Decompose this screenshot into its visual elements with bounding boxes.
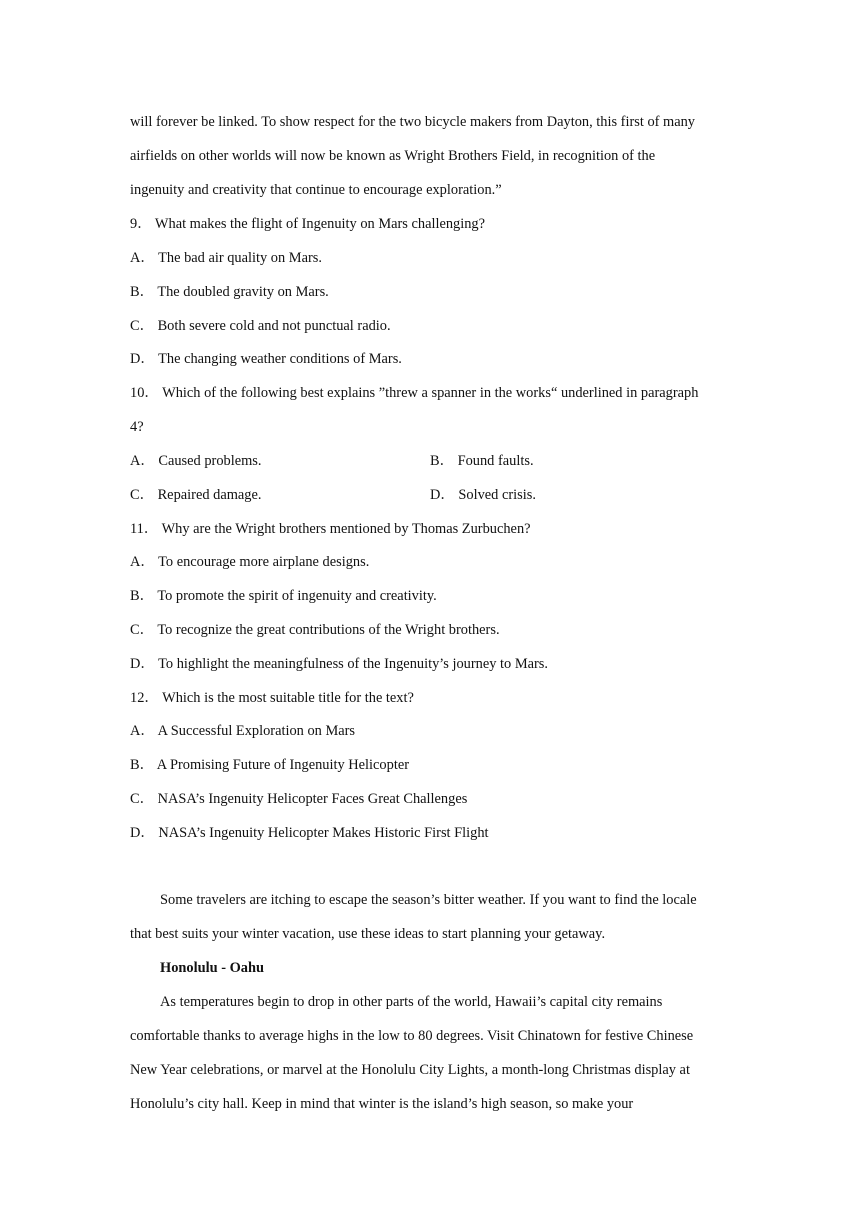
- question-10-stem: 10． Which of the following best explains ”threw a spanner in the works“ underlined in paragraph: [130, 385, 699, 401]
- passage-line: ingenuity and creativity that continue to encourage exploration.”: [130, 182, 502, 198]
- passage-b-body-line: Honolulu’s city hall. Keep in mind that winter is the island’s high season, so make your: [130, 1096, 634, 1112]
- question-10-option-d: D． Solved crisis.: [430, 487, 536, 503]
- question-12-option-c: C． NASA’s Ingenuity Helicopter Faces Great Challenges: [130, 791, 468, 807]
- question-10-option-c: C． Repaired damage.: [130, 487, 262, 503]
- question-9-option-b: B． The doubled gravity on Mars.: [130, 284, 329, 300]
- question-10-option-b: B． Found faults.: [430, 453, 534, 469]
- passage-b-body-line: New Year celebrations, or marvel at the Honolulu City Lights, a month-long Christmas display at: [130, 1062, 690, 1078]
- passage-b-body-line: As temperatures begin to drop in other parts of the world, Hawaii’s capital city remains: [160, 994, 663, 1010]
- question-12-option-b: B． A Promising Future of Ingenuity Helicopter: [130, 757, 409, 773]
- question-9-option-d: D． The changing weather conditions of Mars.: [130, 351, 402, 367]
- question-11-option-c: C． To recognize the great contributions of the Wright brothers.: [130, 622, 500, 638]
- question-9-stem: 9． What makes the flight of Ingenuity on Mars challenging?: [130, 216, 486, 232]
- question-10-option-a: A． Caused problems.: [130, 453, 262, 469]
- question-12-option-a: A． A Successful Exploration on Mars: [130, 723, 356, 739]
- question-11-option-d: D． To highlight the meaningfulness of the Ingenuity’s journey to Mars.: [130, 656, 548, 672]
- question-10-stem-cont: 4?: [130, 419, 144, 435]
- question-11-option-b: B． To promote the spirit of ingenuity and creativity.: [130, 588, 437, 604]
- question-9-option-a: A． The bad air quality on Mars.: [130, 250, 322, 266]
- question-12-option-d: D． NASA’s Ingenuity Helicopter Makes Historic First Flight: [130, 825, 489, 841]
- section-heading: Honolulu - Oahu: [160, 960, 264, 976]
- passage-line: will forever be linked. To show respect for the two bicycle makers from Dayton, this first of many: [130, 114, 696, 130]
- passage-b-intro-line: that best suits your winter vacation, use these ideas to start planning your getaway.: [130, 926, 606, 942]
- passage-b-intro-line: Some travelers are itching to escape the season’s bitter weather. If you want to find the locale: [160, 892, 697, 908]
- passage-line: airfields on other worlds will now be known as Wright Brothers Field, in recognition of the: [130, 148, 656, 164]
- question-12-stem: 12． Which is the most suitable title for the text?: [130, 690, 414, 706]
- question-11-stem: 11． Why are the Wright brothers mentioned by Thomas Zurbuchen?: [130, 521, 531, 537]
- passage-b-body-line: comfortable thanks to average highs in the low to 80 degrees. Visit Chinatown for festive Chinese: [130, 1028, 694, 1044]
- question-9-option-c: C． Both severe cold and not punctual radio.: [130, 318, 391, 334]
- question-11-option-a: A． To encourage more airplane designs.: [130, 554, 370, 570]
